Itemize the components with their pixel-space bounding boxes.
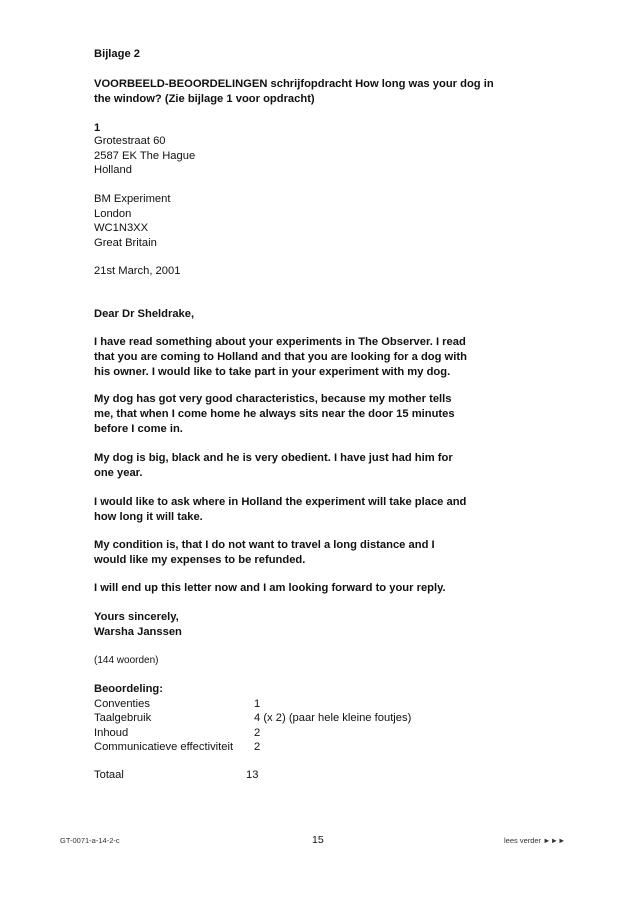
score-label: Communicatieve effectiviteit — [94, 741, 234, 753]
paragraph-line: My dog has got very good characteristics, because my mother tells — [94, 393, 452, 405]
paragraph-line: I have read something about your experiments in The Observer. I read — [94, 336, 466, 348]
score-value: 4 (x 2) (paar hele kleine foutjes) — [254, 712, 412, 724]
paragraph-line: one year. — [94, 467, 143, 479]
letter-closing — [94, 610, 564, 640]
page-number: 15 — [312, 834, 324, 846]
paragraph-line: before I come in. — [94, 423, 183, 435]
assessment-heading: Beoordeling: — [94, 683, 163, 695]
letter-paragraph — [94, 392, 564, 437]
score-row — [94, 726, 564, 741]
sender-address — [94, 134, 564, 178]
score-row — [94, 697, 564, 712]
score-row — [94, 711, 564, 726]
continue-label: lees verder ►►► — [504, 836, 566, 845]
recipient-address — [94, 192, 564, 250]
score-label: Taalgebruik — [94, 712, 152, 724]
score-value: 1 — [254, 697, 261, 710]
total-label: Totaal — [94, 769, 124, 781]
score-value: 2 — [254, 741, 261, 753]
paragraph-line: how long it will take. — [94, 511, 203, 523]
salutation: Dear Dr Sheldrake, — [94, 308, 195, 320]
paragraph-line: his owner. I would like to take part in your experiment with my dog. — [94, 366, 451, 378]
score-label: Inhoud — [94, 726, 129, 739]
score-value: 2 — [254, 726, 261, 739]
signature: Warsha Janssen — [94, 626, 182, 638]
paragraph-line: My dog is big, black and he is very obedient. I have just had him for — [94, 452, 453, 464]
letter-paragraph — [94, 538, 564, 568]
assessment-section — [94, 682, 564, 755]
paragraph-line: would like my expenses to be refunded. — [94, 554, 306, 566]
address-line: Holland — [94, 164, 132, 176]
word-count: (144 woorden) — [94, 655, 159, 666]
letter-paragraph — [94, 335, 564, 380]
paragraph-line: me, that when I come home he always sits near the door 15 minutes — [94, 408, 455, 420]
paragraph-line: I will end up this letter now and I am looking forward to your reply. — [94, 582, 446, 594]
document-title — [94, 77, 564, 106]
letter-paragraph — [94, 495, 564, 525]
address-line: WC1N3XX — [94, 222, 149, 234]
paragraph-line: I would like to ask where in Holland the experiment will take place and — [94, 496, 467, 508]
address-line: 2587 EK The Hague — [94, 149, 196, 162]
title-line: VOORBEELD-BEOORDELINGEN schrijfopdracht How long was your dog in — [94, 78, 494, 90]
paragraph-line: My condition is, that I do not want to travel a long distance and I — [94, 539, 435, 551]
address-line: Great Britain — [94, 236, 157, 249]
address-line: Grotestraat 60 — [94, 135, 166, 147]
paragraph-line: that you are coming to Holland and that you are looking for a dog with — [94, 351, 467, 363]
appendix-label: Bijlage 2 — [94, 48, 141, 60]
document-code: GT-0071-a-14-2-c — [60, 836, 120, 845]
letter-date: 21st March, 2001 — [94, 265, 181, 277]
total-value: 13 — [246, 769, 259, 781]
closing-line: Yours sincerely, — [94, 611, 179, 623]
letter-paragraph — [94, 451, 564, 481]
score-label: Conventies — [94, 697, 150, 710]
title-line: the window? (Zie bijlage 1 voor opdracht) — [94, 92, 315, 105]
letter-number: 1 — [94, 122, 101, 134]
score-row — [94, 740, 564, 755]
address-line: London — [94, 207, 132, 220]
letter-paragraph — [94, 581, 564, 596]
address-line: BM Experiment — [94, 193, 171, 205]
total-row — [94, 768, 564, 783]
